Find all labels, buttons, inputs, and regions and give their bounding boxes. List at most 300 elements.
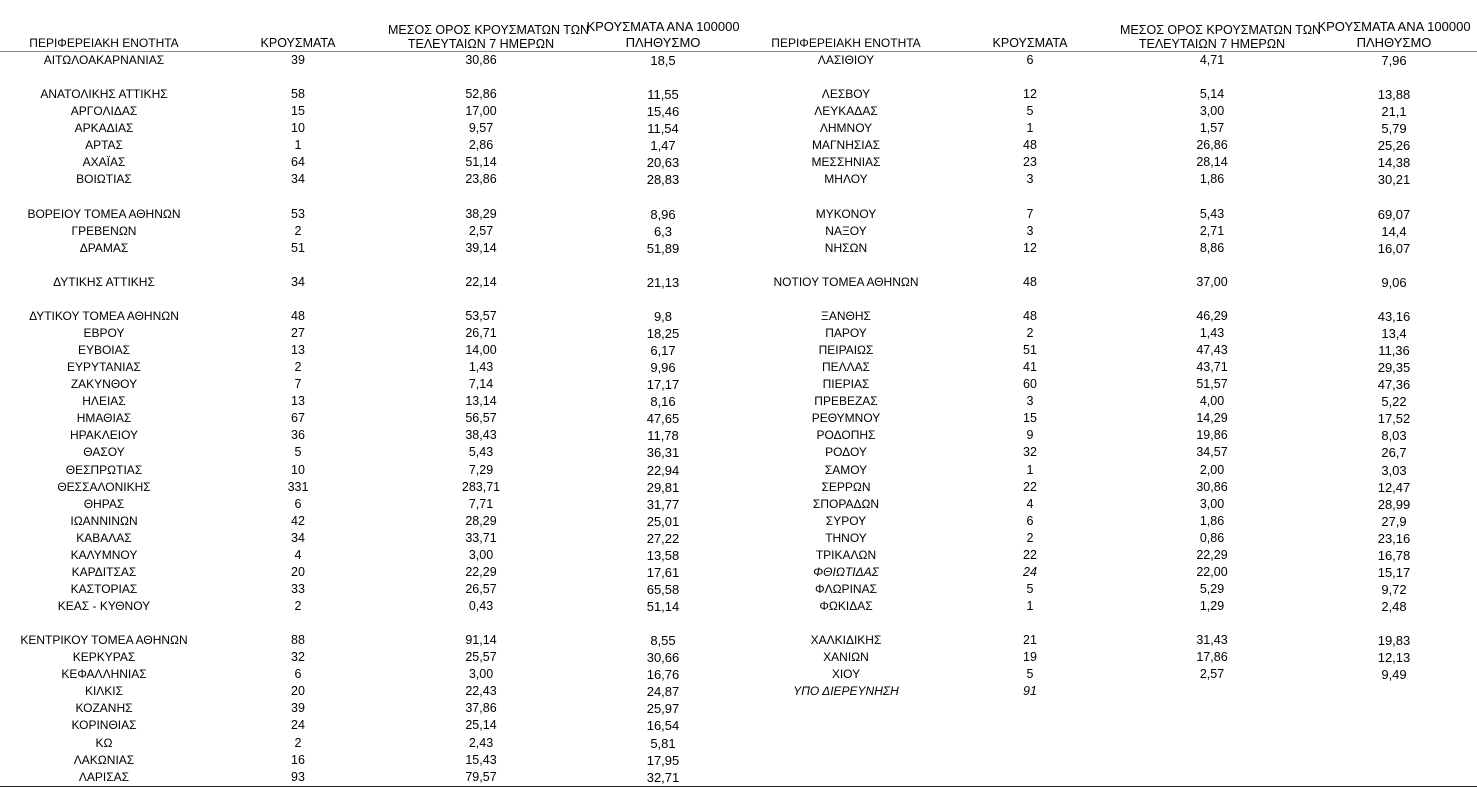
table-row: [752, 410, 1477, 427]
avg-7-days-value: 1,86: [1199, 172, 1225, 187]
region-name: ΦΩΚΙΔΑΣ: [819, 599, 873, 613]
region-name: ΠΕΛΛΑΣ: [821, 360, 871, 375]
cases-value: 6: [294, 667, 302, 682]
avg-7-days-value: 0,43: [468, 599, 494, 613]
table-row: [0, 769, 752, 786]
per-100k-value: 18,5: [650, 53, 676, 68]
table-row: [0, 462, 752, 479]
per-100k-value: 16,78: [1377, 547, 1411, 563]
per-100k-value: 14,4: [1381, 223, 1407, 239]
table-row: [0, 717, 752, 734]
group-spacer: [752, 189, 1477, 206]
per-100k-value: 13,4: [1381, 326, 1407, 341]
cases-value: 34: [291, 172, 305, 187]
avg-7-days-value: 30,86: [465, 53, 497, 67]
avg-7-days-value: 22,29: [465, 564, 497, 579]
table-row: [752, 274, 1477, 291]
column-header-region: ΠΕΡΙΦΕΡΕΙΑΚΗ ΕΝΟΤΗΤΑ: [29, 36, 179, 50]
cases-value: 2: [1026, 326, 1034, 340]
per-100k-value: 26,7: [1381, 445, 1407, 461]
table-row: [752, 393, 1477, 410]
per-100k-value: 9,96: [650, 360, 676, 376]
region-name: ΜΕΣΣΗΝΙΑΣ: [811, 155, 881, 170]
avg-7-days-value: 37,00: [1196, 274, 1228, 289]
region-name: ΘΗΡΑΣ: [83, 496, 125, 511]
avg-7-days-value: 38,43: [465, 428, 497, 443]
per-100k-value: 9,49: [1381, 667, 1407, 683]
per-100k-value: 6,17: [650, 343, 676, 359]
group-spacer: [752, 69, 1477, 86]
avg-7-days-value: 8,86: [1199, 240, 1225, 255]
table-row: [752, 632, 1477, 649]
region-name: ΡΕΘΥΜΝΟΥ: [811, 411, 881, 426]
column-header-per-100k-line-2: ΠΛΗΘΥΣΜΟ: [625, 35, 701, 50]
avg-7-days-value: 7,29: [468, 462, 494, 477]
table-row: [0, 171, 752, 188]
per-100k-value: 47,36: [1377, 377, 1411, 393]
table-row: [752, 649, 1477, 666]
region-name: ΛΕΣΒΟΥ: [821, 87, 871, 102]
per-100k-value: 16,76: [646, 667, 680, 683]
region-name: ΔΥΤΙΚΗΣ ΑΤΤΙΚΗΣ: [53, 274, 155, 289]
cases-value: 19: [1023, 650, 1037, 665]
per-100k-value: 51,89: [646, 240, 680, 256]
region-name: ΝΗΣΩΝ: [824, 240, 868, 255]
region-name: ΙΩΑΝΝΙΝΩΝ: [70, 513, 138, 528]
column-header-avg-7-days-line-2: ΤΕΛΕΥΤΑΙΩΝ 7 ΗΜΕΡΩΝ: [1138, 37, 1286, 51]
table-row: [752, 376, 1477, 393]
avg-7-days-value: 0,86: [1199, 530, 1225, 545]
avg-7-days-value: 53,57: [465, 308, 497, 323]
per-100k-value: 11,54: [647, 121, 679, 137]
cases-value: 2: [294, 735, 302, 750]
cases-value: 41: [1023, 360, 1037, 375]
region-name: ΚΕΡΚΥΡΑΣ: [72, 650, 136, 665]
avg-7-days-value: 37,86: [465, 701, 497, 716]
per-100k-value: 5,22: [1381, 394, 1407, 410]
column-header-per-100k-line-1: ΚΡΟΥΣΜΑΤΑ ΑΝΑ 100000: [1317, 19, 1471, 34]
table-row: [0, 325, 752, 342]
cases-value: 34: [291, 274, 305, 289]
cases-value: 20: [291, 684, 305, 699]
cases-value: 1: [1026, 462, 1034, 477]
group-spacer: [752, 291, 1477, 308]
table-row: [752, 513, 1477, 530]
region-name: ΘΑΣΟΥ: [83, 445, 125, 460]
avg-7-days-value: 39,14: [465, 240, 497, 255]
per-100k-value: 17,61: [646, 564, 680, 580]
per-100k-value: 5,79: [1381, 121, 1407, 137]
table-row: [752, 325, 1477, 342]
avg-7-days-value: 51,57: [1196, 377, 1228, 392]
avg-7-days-value: 22,29: [1196, 547, 1228, 562]
cases-value: 53: [291, 206, 305, 221]
region-name: ΗΜΑΘΙΑΣ: [76, 411, 132, 426]
cases-value: 39: [291, 53, 305, 67]
region-name: ΣΠΟΡΑΔΩΝ: [812, 496, 880, 511]
region-name: ΗΡΑΚΛΕΙΟΥ: [69, 428, 139, 443]
per-100k-value: 21,13: [646, 274, 680, 290]
avg-7-days-value: 5,14: [1199, 87, 1225, 102]
per-100k-value: 27,9: [1381, 513, 1407, 529]
region-name: ΚΑΒΑΛΑΣ: [76, 530, 132, 545]
table-row: [752, 103, 1477, 120]
region-name: ΚΕΑΣ - ΚΥΘΝΟΥ: [57, 599, 151, 613]
table-row: [0, 444, 752, 461]
cases-value: 24: [1023, 564, 1037, 579]
avg-7-days-value: 2,57: [1199, 667, 1225, 682]
cases-value: 10: [291, 462, 305, 477]
avg-7-days-value: 3,00: [468, 547, 494, 562]
table-row: [752, 240, 1477, 257]
region-name: ΠΙΕΡΙΑΣ: [822, 377, 870, 392]
table-row: [0, 479, 752, 496]
cases-value: 4: [1026, 496, 1034, 511]
region-name: ΕΥΒΟΙΑΣ: [77, 343, 131, 358]
cases-value: 1: [1026, 121, 1034, 136]
avg-7-days-value: 3,00: [1199, 496, 1225, 511]
table-row: [0, 137, 752, 154]
region-name: ΑΧΑΪΑΣ: [82, 155, 126, 170]
cases-value: 7: [294, 377, 302, 392]
region-name: ΛΗΜΝΟΥ: [819, 121, 873, 136]
cases-value: 93: [291, 769, 305, 784]
cases-value: 2: [294, 599, 302, 613]
avg-7-days-value: 14,00: [465, 343, 497, 358]
per-100k-value: 25,01: [646, 513, 680, 529]
per-100k-value: 7,96: [1381, 53, 1407, 68]
cases-value: 88: [291, 633, 305, 648]
table-row: [0, 359, 752, 376]
region-name: ΑΝΑΤΟΛΙΚΗΣ ΑΤΤΙΚΗΣ: [40, 87, 168, 102]
cases-value: 22: [1023, 547, 1037, 562]
column-header-avg-7-days-line-2: ΤΕΛΕΥΤΑΙΩΝ 7 ΗΜΕΡΩΝ: [407, 37, 555, 51]
cases-value: 6: [1026, 53, 1034, 67]
region-name: ΛΑΚΩΝΙΑΣ: [73, 752, 135, 767]
table-row: [752, 342, 1477, 359]
table-row: [0, 240, 752, 257]
table-header: [752, 0, 1477, 51]
region-name: ΒΟΙΩΤΙΑΣ: [76, 172, 132, 187]
region-name: ΚΕΦΑΛΛΗΝΙΑΣ: [61, 667, 147, 682]
cases-value: 22: [1023, 479, 1037, 494]
group-spacer: [0, 257, 752, 274]
region-name: ΡΟΔΟΥ: [825, 445, 867, 460]
per-100k-value: 8,16: [650, 394, 676, 410]
cases-value: 48: [1023, 308, 1037, 323]
per-100k-value: 9,8: [653, 308, 673, 324]
region-name: ΖΑΚΥΝΘΟΥ: [70, 377, 138, 392]
avg-7-days-value: 38,29: [465, 206, 497, 221]
column-header-avg-7-days-line-1: ΜΕΣΟΣ ΟΡΟΣ ΚΡΟΥΣΜΑΤΩΝ ΤΩΝ: [388, 23, 590, 37]
avg-7-days-value: 17,00: [465, 104, 497, 119]
table-row: [0, 206, 752, 223]
avg-7-days-value: 26,57: [465, 581, 497, 596]
per-100k-value: 36,31: [646, 445, 680, 461]
region-name: ΦΘΙΩΤΙΔΑΣ: [813, 564, 879, 579]
per-100k-value: 29,35: [1377, 360, 1411, 376]
table-row: [0, 427, 752, 444]
per-100k-value: 22,94: [646, 462, 680, 478]
cases-value: 2: [294, 360, 302, 375]
per-100k-value: 5,81: [650, 735, 676, 751]
region-name: ΝΟΤΙΟΥ ΤΟΜΕΑ ΑΘΗΝΩΝ: [773, 274, 919, 289]
avg-7-days-value: 26,86: [1196, 138, 1228, 153]
table-row: [752, 530, 1477, 547]
per-100k-value: 19,83: [1377, 633, 1411, 649]
cases-value: 36: [291, 428, 305, 443]
per-100k-value: 12,47: [1377, 479, 1411, 495]
table-row: [0, 547, 752, 564]
per-100k-value: 32,71: [646, 769, 680, 785]
table-row: [0, 410, 752, 427]
cases-value: 15: [291, 104, 305, 119]
per-100k-value: 17,17: [646, 377, 680, 393]
table-row: [752, 496, 1477, 513]
table-row: [0, 632, 752, 649]
region-name: ΚΑΛΥΜΝΟΥ: [70, 547, 138, 562]
per-100k-value: 23,16: [1377, 530, 1411, 546]
table-row: [752, 427, 1477, 444]
avg-7-days-value: 2,71: [1199, 223, 1225, 238]
avg-7-days-value: 3,00: [468, 667, 494, 682]
region-name: ΡΟΔΟΠΗΣ: [816, 428, 876, 443]
table-row: [0, 513, 752, 530]
avg-7-days-value: 5,29: [1199, 581, 1225, 596]
per-100k-value: 65,58: [646, 581, 680, 597]
table-row: [752, 359, 1477, 376]
region-name: ΣΥΡΟΥ: [825, 513, 867, 528]
cases-value: 51: [291, 240, 305, 255]
table-row: [0, 735, 752, 752]
region-name: ΚΙΛΚΙΣ: [84, 684, 124, 699]
cases-value: 48: [291, 308, 305, 323]
per-100k-value: 2,48: [1381, 599, 1407, 614]
per-100k-value: 11,78: [647, 428, 679, 444]
avg-7-days-value: 2,86: [468, 138, 494, 153]
cases-value: 24: [291, 718, 305, 733]
cases-value: 20: [291, 564, 305, 579]
table-row: [752, 479, 1477, 496]
cases-value: 1: [1026, 599, 1034, 613]
cases-value: 1: [294, 138, 302, 153]
region-name: ΤΡΙΚΑΛΩΝ: [815, 547, 877, 562]
table-body: [752, 52, 1477, 700]
avg-7-days-value: 22,00: [1196, 564, 1228, 579]
per-100k-value: 17,52: [1377, 411, 1411, 427]
group-spacer: [752, 615, 1477, 632]
region-name: ΑΡΤΑΣ: [85, 138, 123, 153]
region-name: ΝΑΞΟΥ: [825, 223, 867, 238]
avg-7-days-value: 26,71: [465, 326, 497, 340]
per-100k-value: 51,14: [646, 599, 680, 614]
table-row: [752, 223, 1477, 240]
region-name: ΚΩ: [95, 735, 113, 750]
region-name: ΦΛΩΡΙΝΑΣ: [815, 581, 877, 596]
region-name: ΔΥΤΙΚΟΥ ΤΟΜΕΑ ΑΘΗΝΩΝ: [29, 308, 179, 323]
table-row: [0, 86, 752, 103]
avg-7-days-value: 22,43: [465, 684, 497, 699]
region-name: ΘΕΣΣΑΛΟΝΙΚΗΣ: [57, 479, 151, 494]
cases-value: 23: [1023, 155, 1037, 170]
table-row: [0, 52, 752, 69]
table-row: [752, 444, 1477, 461]
table-header: [0, 0, 752, 51]
avg-7-days-value: 2,00: [1199, 462, 1225, 477]
group-spacer: [0, 291, 752, 308]
per-100k-value: 21,1: [1381, 104, 1407, 120]
table-row: [752, 154, 1477, 171]
region-name: ΤΗΝΟΥ: [825, 530, 867, 545]
table-row: [0, 308, 752, 325]
avg-7-days-value: 15,43: [465, 752, 497, 767]
group-spacer: [752, 257, 1477, 274]
region-name: ΚΑΣΤΟΡΙΑΣ: [70, 581, 138, 596]
avg-7-days-value: 28,14: [1196, 155, 1228, 170]
header-divider: [0, 51, 1477, 52]
region-name: ΔΡΑΜΑΣ: [79, 240, 129, 255]
avg-7-days-value: 33,71: [465, 530, 497, 545]
cases-value: 5: [1026, 667, 1034, 682]
avg-7-days-value: 1,86: [1199, 513, 1225, 528]
table-row: [0, 683, 752, 700]
avg-7-days-value: 1,29: [1199, 599, 1225, 613]
per-100k-value: 9,06: [1381, 274, 1407, 290]
table-row: [752, 206, 1477, 223]
table-row: [0, 581, 752, 598]
table-row: [752, 308, 1477, 325]
table-row: [752, 137, 1477, 154]
region-name: ΜΑΓΝΗΣΙΑΣ: [811, 138, 881, 153]
table-row: [0, 700, 752, 717]
table-row: [0, 223, 752, 240]
cases-value: 64: [291, 155, 305, 170]
cases-value: 48: [1023, 274, 1037, 289]
region-name: ΕΒΡΟΥ: [83, 326, 125, 340]
cases-value: 21: [1023, 633, 1037, 648]
avg-7-days-value: 5,43: [468, 445, 494, 460]
cases-value: 60: [1023, 377, 1037, 392]
avg-7-days-value: 2,57: [468, 223, 494, 238]
per-100k-value: 28,99: [1377, 496, 1411, 512]
per-100k-value: 69,07: [1377, 206, 1411, 222]
table-row: [0, 274, 752, 291]
avg-7-days-value: 4,71: [1199, 53, 1225, 67]
table-row: [0, 103, 752, 120]
table-row: [752, 547, 1477, 564]
table-bottom-border: [0, 786, 1477, 787]
region-name: ΣΑΜΟΥ: [824, 462, 868, 477]
per-100k-value: 43,16: [1377, 308, 1411, 324]
per-100k-value: 24,87: [646, 684, 680, 700]
per-100k-value: 8,96: [650, 206, 676, 222]
avg-7-days-value: 17,86: [1196, 650, 1228, 665]
per-100k-value: 15,46: [646, 104, 680, 120]
table-row: [0, 376, 752, 393]
per-100k-value: 11,55: [647, 87, 679, 103]
avg-7-days-value: 25,57: [465, 650, 497, 665]
avg-7-days-value: 7,71: [468, 496, 494, 511]
avg-7-days-value: 13,14: [465, 394, 497, 409]
cases-value: 5: [294, 445, 302, 460]
avg-7-days-value: 19,86: [1196, 428, 1228, 443]
cases-value: 331: [287, 479, 309, 494]
avg-7-days-value: 23,86: [465, 172, 497, 187]
region-name: ΗΛΕΙΑΣ: [82, 394, 126, 409]
cases-value: 16: [291, 752, 305, 767]
table-row: [752, 171, 1477, 188]
per-100k-value: 16,07: [1377, 240, 1411, 256]
column-header-cases: ΚΡΟΥΣΜΑΤΑ: [992, 36, 1068, 50]
table-row: [752, 52, 1477, 69]
table-row: [0, 564, 752, 581]
region-name: ΧΑΝΙΩΝ: [823, 650, 869, 665]
region-name: ΑΡΓΟΛΙΔΑΣ: [70, 104, 138, 119]
cases-value: 27: [291, 326, 305, 340]
cases-value: 4: [294, 547, 302, 562]
per-100k-value: 28,83: [646, 172, 680, 188]
per-100k-value: 17,95: [646, 752, 680, 768]
region-name: ΚΟΡΙΝΘΙΑΣ: [71, 718, 137, 733]
avg-7-days-value: 51,14: [465, 155, 497, 170]
avg-7-days-value: 25,14: [465, 718, 497, 733]
region-name: ΧΑΛΚΙΔΙΚΗΣ: [810, 633, 882, 648]
cases-value: 3: [1026, 172, 1034, 187]
avg-7-days-value: 28,29: [465, 513, 497, 528]
table-body: [0, 52, 752, 786]
avg-7-days-value: 43,71: [1196, 360, 1228, 375]
per-100k-value: [1304, 683, 1477, 700]
per-100k-value: 12,13: [1377, 650, 1411, 666]
column-header-avg-7-days-line-1: ΜΕΣΟΣ ΟΡΟΣ ΚΡΟΥΣΜΑΤΩΝ ΤΩΝ: [1120, 23, 1322, 37]
region-name: ΞΑΝΘΗΣ: [821, 308, 871, 323]
cases-value: 6: [1026, 513, 1034, 528]
cases-value: 39: [291, 701, 305, 716]
region-name: ΜΗΛΟΥ: [824, 172, 868, 187]
cases-value: 2: [1026, 530, 1034, 545]
region-name: ΣΕΡΡΩΝ: [821, 479, 871, 494]
column-header-per-100k-line-2: ΠΛΗΘΥΣΜΟ: [1356, 35, 1432, 50]
cases-value: 5: [1026, 581, 1034, 596]
region-name: ΚΑΡΔΙΤΣΑΣ: [71, 564, 137, 579]
region-name: ΜΥΚΟΝΟΥ: [815, 206, 877, 221]
per-100k-value: 13,88: [1377, 87, 1411, 103]
cases-value: 9: [1026, 428, 1034, 443]
cases-value: 67: [291, 411, 305, 426]
avg-7-days-value: 1,43: [1199, 326, 1225, 340]
per-100k-value: 13,58: [646, 547, 680, 563]
cases-value: 33: [291, 581, 305, 596]
cases-value: 12: [1023, 240, 1037, 255]
per-100k-value: 14,38: [1377, 155, 1411, 171]
per-100k-value: 3,03: [1381, 462, 1407, 478]
column-header-avg-7-days: [388, 23, 590, 51]
avg-7-days-value: 9,57: [468, 121, 494, 136]
avg-7-days-value: 79,57: [465, 769, 497, 784]
cases-value: 48: [1023, 138, 1037, 153]
per-100k-value: 25,26: [1377, 138, 1411, 154]
region-name: ΧΙΟΥ: [831, 667, 861, 682]
per-100k-value: 11,36: [1378, 343, 1410, 359]
cases-value: 3: [1026, 223, 1034, 238]
table-row: [752, 86, 1477, 103]
table-row: [0, 120, 752, 137]
region-name: ΑΙΤΩΛΟΑΚΑΡΝΑΝΙΑΣ: [43, 53, 165, 67]
avg-7-days-value: 31,43: [1196, 633, 1228, 648]
table-row: [0, 530, 752, 547]
table-row: [752, 683, 1477, 700]
cases-value: 32: [291, 650, 305, 665]
